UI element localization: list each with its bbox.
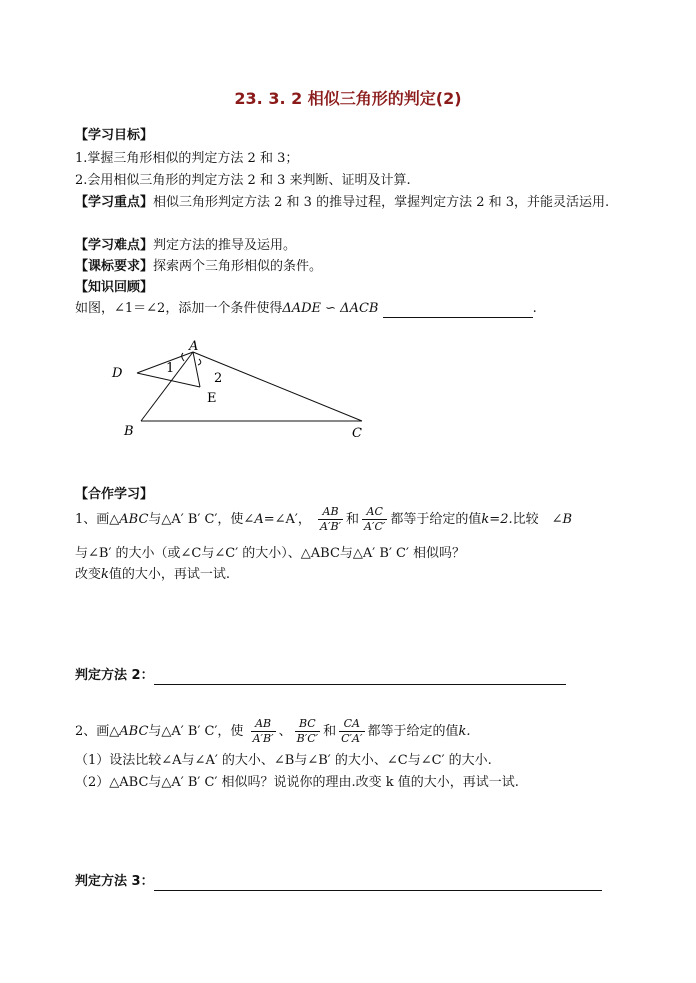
q2-text-part3: 都等于给定的值: [367, 724, 459, 739]
q2-text-part1: 2、画△: [75, 724, 120, 739]
review-prefix: 如图，∠1＝∠2，添加一个条件使得: [75, 301, 283, 316]
q2-abc: ABC: [119, 724, 149, 739]
fraction-q2-bc-num: BC: [295, 717, 321, 732]
standard-text: 探索两个三角形相似的条件。: [153, 259, 323, 274]
fraction-ac-den: A′C′: [364, 520, 386, 533]
fraction-ab-num: AB: [318, 505, 343, 520]
label-1: 1: [166, 361, 175, 376]
method-3-label: 判定方法 3：: [75, 874, 154, 889]
q1-angle-a: A: [254, 512, 264, 527]
q1-line3-post: 值的大小，再试一试.: [108, 567, 231, 582]
goals-item-2: 2.会用相似三角形的判定方法 2 和 3 来判断、证明及计算.: [75, 173, 411, 188]
angle-1-arc: [182, 353, 184, 361]
question-2-sub-1: （1）设法比较∠A与∠A′ 的大小、∠B与∠B′ 的大小、∠C与∠C′ 的大小.: [75, 753, 492, 768]
fraction-q2-ca: [339, 717, 364, 746]
q1-line3-k: k: [101, 567, 109, 582]
focus-text: 相似三角形判定方法 2 和 3 的推导过程，掌握判定方法 2 和 3，并能灵活运用.: [153, 195, 610, 210]
label-2: 2: [214, 371, 223, 386]
q1-text-part5: 比较 ∠: [512, 512, 563, 527]
angle-2-arc: [198, 359, 201, 365]
fraction-q2-bc-den: B′C′: [296, 732, 319, 745]
method-3-blank[interactable]: [154, 876, 602, 891]
standard-line: [75, 258, 322, 276]
q2-text-part2: 与△A′ B′ C′，使: [148, 724, 244, 739]
fraction-ac-num: AC: [362, 505, 387, 520]
page-title: 23. 3. 2 相似三角形的判定(2): [234, 89, 462, 108]
fraction-q2-ab-num: AB: [251, 717, 276, 732]
goals-item-1: 1.掌握三角形相似的判定方法 2 和 3；: [75, 151, 299, 166]
segment-AC: [193, 352, 362, 421]
difficulty-line: [75, 237, 296, 255]
review-answer-blank[interactable]: [383, 303, 533, 318]
triangle-figure: [100, 335, 380, 445]
q2-sep: 、: [278, 724, 292, 739]
q2-and: 和: [323, 724, 337, 739]
fraction-q2-ab-den: A′B′: [252, 732, 274, 745]
method-2-line: [75, 667, 566, 685]
method-3-line: [75, 873, 602, 891]
fraction-q2-ab: [251, 717, 276, 746]
difficulty-text: 判定方法的推导及运用。: [153, 238, 297, 253]
q1-text-part3: A′，: [285, 512, 311, 527]
question-2-sub-2: （2）△ABC与△A′ B′ C′ 相似吗？说说你的理由.改变 k 值的大小，再试一试.: [75, 775, 519, 790]
method-2-label: 判定方法 2：: [75, 668, 154, 683]
question-2-line-1: [75, 717, 471, 746]
q1-k-value: k=2.: [481, 512, 513, 527]
review-heading: 【知识回顾】: [75, 280, 154, 295]
q1-line3-pre: 改变: [75, 567, 102, 582]
difficulty-heading: 【学习难点】: [75, 238, 154, 253]
fraction-q2-ca-num: CA: [339, 717, 364, 732]
fraction-ab-den: A′B′: [320, 520, 342, 533]
fraction-ac: [362, 505, 387, 534]
focus-line: [75, 194, 609, 212]
coop-heading: 【合作学习】: [75, 487, 154, 502]
fraction-q2-ca-den: C′A′: [341, 732, 363, 745]
q1-text-part1: 1、画△: [75, 512, 120, 527]
review-question: [75, 300, 537, 318]
label-E: E: [207, 391, 217, 406]
label-B: B: [124, 424, 134, 439]
review-expression: ΔADE ∽ ΔACB: [282, 301, 379, 316]
goals-heading: 【学习目标】: [75, 128, 154, 143]
method-2-blank[interactable]: [154, 670, 566, 685]
question-1-line-3: [75, 566, 230, 584]
fraction-ab: [318, 505, 343, 534]
focus-heading: 【学习重点】: [75, 195, 154, 210]
review-suffix: .: [532, 301, 537, 316]
q1-abc: ABC: [119, 512, 149, 527]
label-A: A: [189, 339, 199, 354]
q1-text-part4: 都等于给定的值: [390, 512, 482, 527]
q1-eq: =∠: [263, 512, 286, 527]
fraction-q2-bc: [295, 717, 321, 746]
q2-k: k.: [458, 724, 471, 739]
q1-and: 和: [346, 512, 360, 527]
label-D: D: [112, 366, 123, 381]
question-1-line-1: [75, 505, 572, 534]
question-1-line-2: 与∠B′ 的大小（或∠C与∠C′ 的大小）、△ABC与△A′ B′ C′ 相似吗？: [75, 546, 466, 561]
q1-text-part2: 与△A′ B′ C′，使∠: [148, 512, 255, 527]
standard-heading: 【课标要求】: [75, 259, 154, 274]
segment-AE: [193, 352, 200, 387]
label-C: C: [352, 426, 362, 441]
q1-angle-b: B: [562, 512, 573, 527]
